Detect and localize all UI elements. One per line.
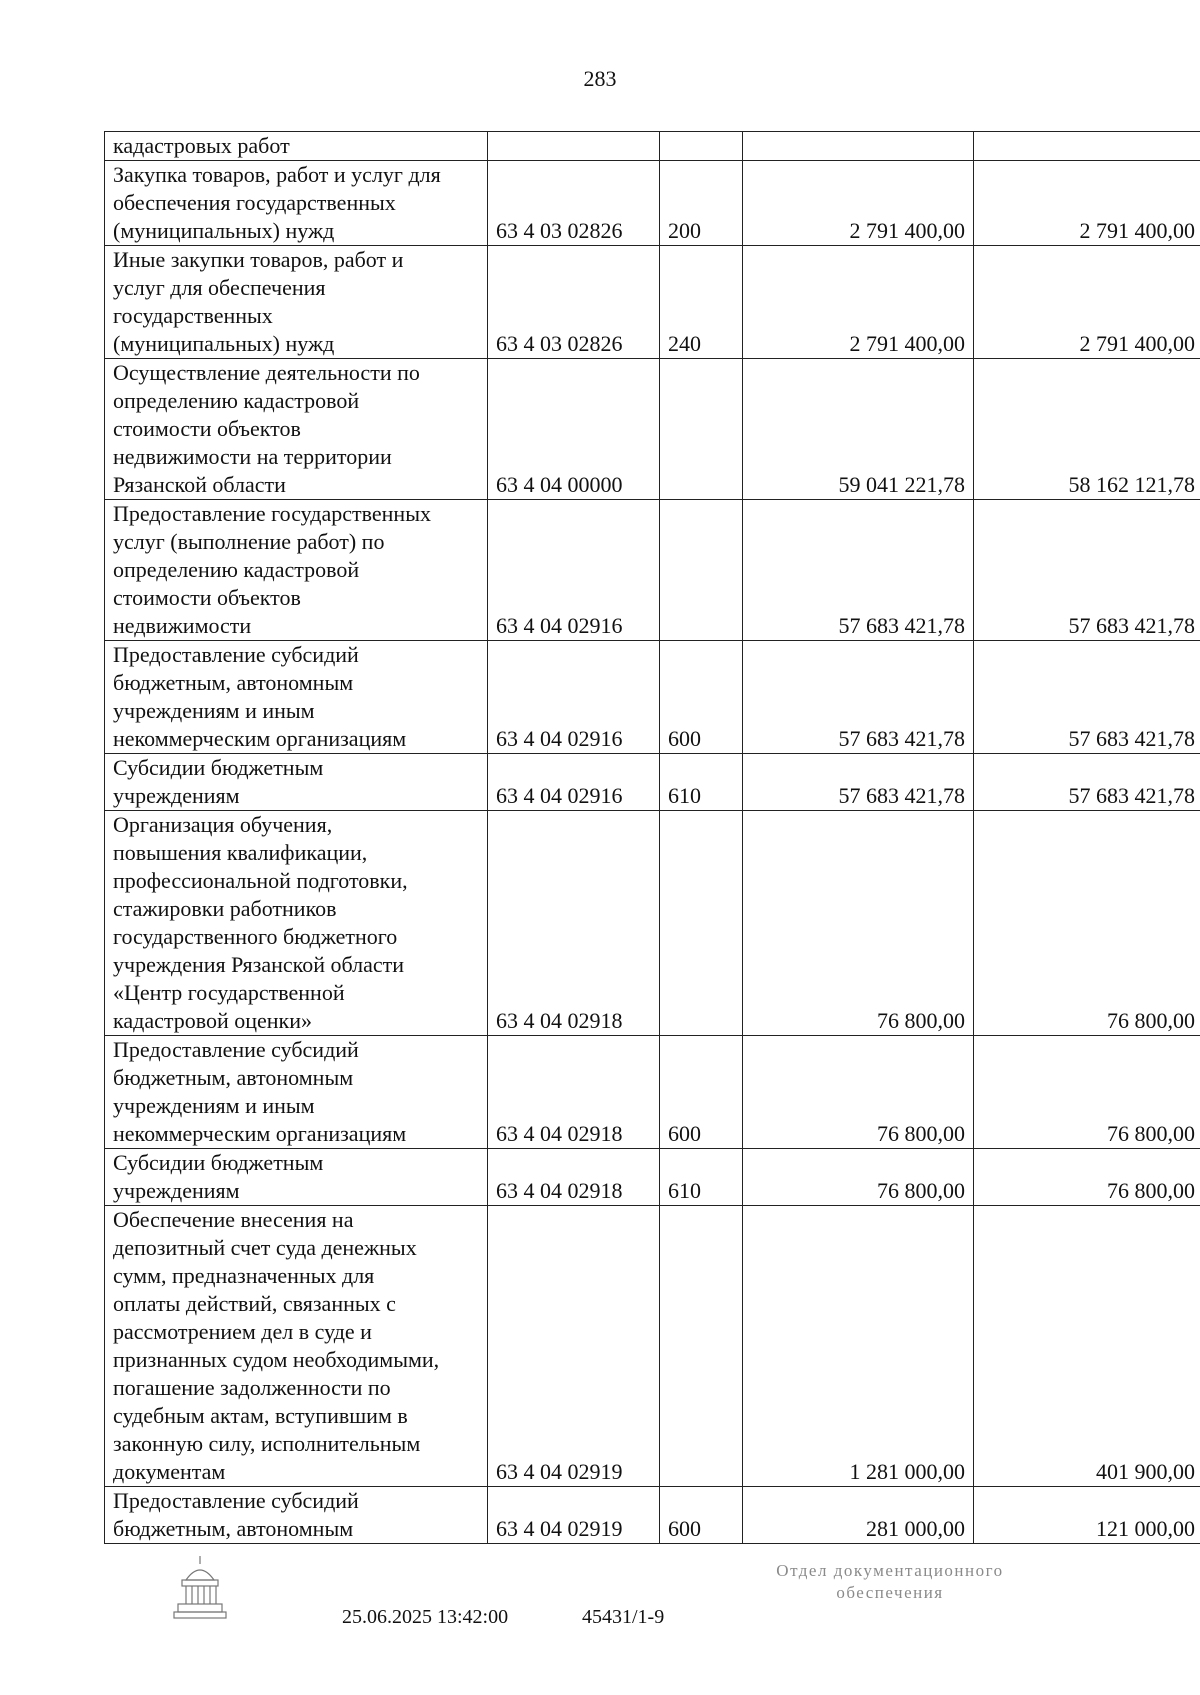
row-name-line: (муниципальных) нужд <box>113 331 335 356</box>
row-name-line: стоимости объектов <box>113 416 301 441</box>
row-code-cell: 63 4 04 02916 <box>488 754 660 811</box>
row-name-line: учреждениям и иным <box>113 698 315 723</box>
row-name-line: бюджетным, автономным <box>113 1516 354 1541</box>
table-row <box>105 161 1200 246</box>
table-row <box>105 1036 1200 1149</box>
row-name-line: стоимости объектов <box>113 585 301 610</box>
row-amount1-cell: 2 791 400,00 <box>743 246 974 359</box>
department-stamp <box>740 1560 1040 1604</box>
row-type-cell: 600 <box>660 1036 743 1149</box>
row-amount1-cell: 2 791 400,00 <box>743 161 974 246</box>
row-name-line: бюджетным, автономным <box>113 1065 354 1090</box>
row-name-line: обеспечения государственных <box>113 190 396 215</box>
row-type-cell: 200 <box>660 161 743 246</box>
row-name-line: услуг (выполнение работ) по <box>113 529 385 554</box>
row-code-cell: 63 4 04 02919 <box>488 1206 660 1487</box>
row-name-line: Субсидии бюджетным <box>113 1150 324 1175</box>
row-code-cell: 63 4 04 02916 <box>488 500 660 641</box>
row-name-line: государственного бюджетного <box>113 924 398 949</box>
row-name-line: Организация обучения, <box>113 812 333 837</box>
table-row <box>105 1206 1200 1487</box>
row-amount2-cell: 58 162 121,78 <box>974 359 1200 500</box>
row-name-line: определению кадастровой <box>113 557 360 582</box>
table-row <box>105 246 1200 359</box>
table-row <box>105 754 1200 811</box>
row-name-line: Осуществление деятельности по <box>113 360 420 385</box>
row-name-line: (муниципальных) нужд <box>113 218 335 243</box>
row-amount2-cell: 76 800,00 <box>974 811 1200 1036</box>
row-name-cell <box>105 1206 488 1487</box>
row-code-cell: 63 4 04 02918 <box>488 1036 660 1149</box>
row-name-line: Предоставление субсидий <box>113 642 359 667</box>
row-name-line: законную силу, исполнительным <box>113 1431 421 1456</box>
row-name-line: определению кадастровой <box>113 388 360 413</box>
row-amount1-cell <box>743 132 974 161</box>
footer-date: 25.06.2025 13:42:00 <box>342 1606 509 1628</box>
row-name-line: недвижимости на территории <box>113 444 392 469</box>
row-amount1-cell: 76 800,00 <box>743 1149 974 1206</box>
row-type-cell <box>660 132 743 161</box>
table-row <box>105 132 1200 161</box>
row-name-line: учреждениям и иным <box>113 1093 315 1118</box>
row-amount2-cell: 76 800,00 <box>974 1036 1200 1149</box>
row-name-cell <box>105 359 488 500</box>
budget-table <box>104 131 1200 1544</box>
row-name-line: Субсидии бюджетным <box>113 755 324 780</box>
row-amount2-cell: 121 000,00 <box>974 1487 1200 1544</box>
row-name-cell <box>105 1149 488 1206</box>
row-code-cell <box>488 132 660 161</box>
row-name-line: бюджетным, автономным <box>113 670 354 695</box>
row-type-cell <box>660 811 743 1036</box>
row-name-line: учреждениям <box>113 783 240 808</box>
row-name-line: погашение задолженности по <box>113 1375 391 1400</box>
row-name-line: государственных <box>113 303 273 328</box>
row-amount1-cell: 76 800,00 <box>743 1036 974 1149</box>
row-amount1-cell: 1 281 000,00 <box>743 1206 974 1487</box>
budget-table-body <box>105 132 1200 1544</box>
row-name-line: судебным актам, вступившим в <box>113 1403 408 1428</box>
row-amount2-cell: 2 791 400,00 <box>974 246 1200 359</box>
row-name-line: признанных судом необходимыми, <box>113 1347 440 1372</box>
duma-building-logo-icon <box>170 1554 230 1624</box>
row-type-cell <box>660 1206 743 1487</box>
row-amount1-cell: 57 683 421,78 <box>743 754 974 811</box>
row-amount2-cell: 57 683 421,78 <box>974 500 1200 641</box>
row-name-line: повышения квалификации, <box>113 840 368 865</box>
row-name-line: оплаты действий, связанных с <box>113 1291 396 1316</box>
row-name-line: некоммерческим организациям <box>113 1121 407 1146</box>
row-name-line: Закупка товаров, работ и услуг для <box>113 162 441 187</box>
row-amount1-cell: 57 683 421,78 <box>743 641 974 754</box>
table-row <box>105 811 1200 1036</box>
row-name-line: «Центр государственной <box>113 980 345 1005</box>
row-name-line: Предоставление государственных <box>113 501 431 526</box>
row-amount2-cell: 57 683 421,78 <box>974 754 1200 811</box>
row-code-cell: 63 4 04 02918 <box>488 1149 660 1206</box>
table-row <box>105 500 1200 641</box>
row-name-cell <box>105 1036 488 1149</box>
row-name-line: кадастровой оценки» <box>113 1008 313 1033</box>
row-type-cell <box>660 500 743 641</box>
row-name-line: учреждения Рязанской области <box>113 952 405 977</box>
row-name-line: недвижимости <box>113 613 252 638</box>
row-type-cell: 600 <box>660 1487 743 1544</box>
row-name-line: профессиональной подготовки, <box>113 868 408 893</box>
row-name-line: Предоставление субсидий <box>113 1037 359 1062</box>
row-type-cell: 240 <box>660 246 743 359</box>
row-name-cell <box>105 161 488 246</box>
row-name-cell <box>105 1487 488 1544</box>
row-name-line: документам <box>113 1459 226 1484</box>
row-type-cell: 610 <box>660 1149 743 1206</box>
row-amount1-cell: 59 041 221,78 <box>743 359 974 500</box>
row-amount2-cell: 2 791 400,00 <box>974 161 1200 246</box>
row-code-cell: 63 4 03 02826 <box>488 161 660 246</box>
row-amount1-cell: 57 683 421,78 <box>743 500 974 641</box>
row-type-cell: 600 <box>660 641 743 754</box>
row-code-cell: 63 4 04 00000 <box>488 359 660 500</box>
footer-registration-number: 45431/1-9 <box>582 1606 665 1628</box>
row-name-cell <box>105 754 488 811</box>
row-name-cell <box>105 246 488 359</box>
row-name-line: депозитный счет суда денежных <box>113 1235 417 1260</box>
table-row <box>105 359 1200 500</box>
row-name-cell <box>105 811 488 1036</box>
row-name-line: Обеспечение внесения на <box>113 1207 354 1232</box>
row-amount2-cell: 76 800,00 <box>974 1149 1200 1206</box>
row-amount2-cell: 401 900,00 <box>974 1206 1200 1487</box>
row-amount2-cell <box>974 132 1200 161</box>
row-amount1-cell: 76 800,00 <box>743 811 974 1036</box>
row-name-line: Рязанской области <box>113 472 286 497</box>
row-name-line: стажировки работников <box>113 896 337 921</box>
row-name-cell <box>105 500 488 641</box>
row-name-line: услуг для обеспечения <box>113 275 326 300</box>
row-name-line: рассмотрением дел в суде и <box>113 1319 372 1344</box>
row-name-line: сумм, предназначенных для <box>113 1263 375 1288</box>
page-footer <box>0 1540 1200 1660</box>
table-row <box>105 1149 1200 1206</box>
row-name-cell <box>105 132 488 161</box>
table-row <box>105 1487 1200 1544</box>
row-type-cell: 610 <box>660 754 743 811</box>
row-amount2-cell: 57 683 421,78 <box>974 641 1200 754</box>
row-name-line: кадастровых работ <box>113 133 290 158</box>
row-name-line: некоммерческим организациям <box>113 726 407 751</box>
department-stamp-line: обеспечения <box>836 1583 944 1602</box>
row-name-line: Предоставление субсидий <box>113 1488 359 1513</box>
row-code-cell: 63 4 04 02918 <box>488 811 660 1036</box>
department-stamp-line: Отдел документационного <box>776 1561 1004 1580</box>
row-code-cell: 63 4 03 02826 <box>488 246 660 359</box>
table-row <box>105 641 1200 754</box>
row-amount1-cell: 281 000,00 <box>743 1487 974 1544</box>
row-type-cell <box>660 359 743 500</box>
row-name-line: Иные закупки товаров, работ и <box>113 247 404 272</box>
row-name-line: учреждениям <box>113 1178 240 1203</box>
row-code-cell: 63 4 04 02916 <box>488 641 660 754</box>
row-code-cell: 63 4 04 02919 <box>488 1487 660 1544</box>
row-name-cell <box>105 641 488 754</box>
page-number: 283 <box>583 66 617 91</box>
